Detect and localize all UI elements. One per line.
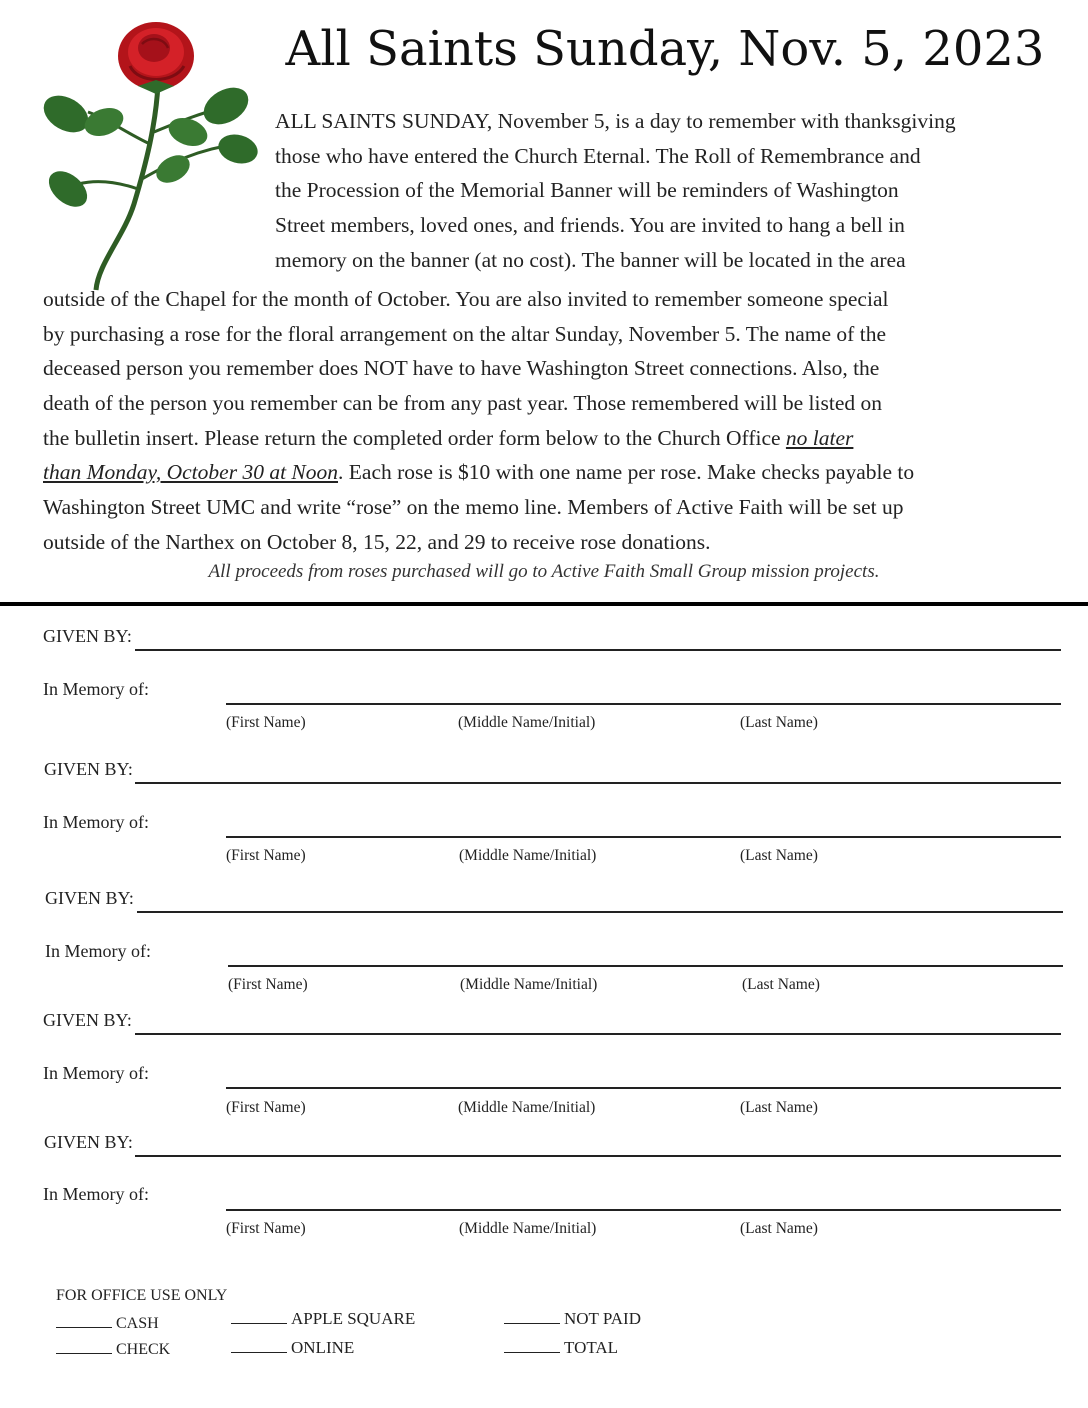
- last-name-caption: (Last Name): [740, 714, 818, 731]
- check-option[interactable]: [56, 1339, 170, 1359]
- last-name-caption: (Last Name): [740, 847, 818, 864]
- given-by-label: GIVEN BY:: [44, 1132, 133, 1152]
- rose-illustration: [38, 14, 260, 292]
- given-by-label: GIVEN BY:: [44, 759, 133, 779]
- office-use-heading: FOR OFFICE USE ONLY: [56, 1287, 228, 1304]
- total-label: TOTAL: [564, 1338, 619, 1357]
- middle-name-caption: (Middle Name/Initial): [460, 976, 598, 993]
- given-by-label: GIVEN BY:: [45, 888, 134, 908]
- middle-name-caption: (Middle Name/Initial): [458, 714, 596, 731]
- intro-line: [43, 458, 914, 486]
- total-blank[interactable]: [504, 1338, 560, 1353]
- cash-label: CASH: [116, 1315, 159, 1332]
- apple-square-label: APPLE SQUARE: [291, 1309, 416, 1328]
- intro-line: Washington Street UMC and write “rose” on the memo line. Members of Active Faith will be set up: [43, 495, 904, 519]
- online-blank[interactable]: [231, 1338, 287, 1353]
- in-memory-label: In Memory of:: [43, 1184, 149, 1204]
- check-blank[interactable]: [56, 1339, 112, 1354]
- given-by-field[interactable]: [135, 782, 1061, 784]
- middle-name-caption: (Middle Name/Initial): [458, 1099, 596, 1116]
- in-memory-field[interactable]: [226, 703, 1061, 705]
- in-memory-label: In Memory of:: [43, 1063, 149, 1083]
- intro-line: death of the person you remember can be from any past year. Those remembered will be listed on: [43, 391, 883, 415]
- given-by-field[interactable]: [135, 1155, 1061, 1157]
- in-memory-label: In Memory of:: [45, 941, 151, 961]
- proceeds-note: All proceeds from roses purchased will go to Active Faith Small Group mission projects.: [208, 561, 880, 582]
- intro-line: outside of the Narthex on October 8, 15, 22, and 29 to receive rose donations.: [43, 530, 711, 554]
- deadline-text: no later: [785, 426, 854, 450]
- first-name-caption: (First Name): [226, 1099, 306, 1116]
- online-label: ONLINE: [291, 1338, 355, 1357]
- in-memory-label: In Memory of:: [43, 812, 149, 832]
- online-option[interactable]: [231, 1338, 354, 1358]
- last-name-caption: (Last Name): [740, 1220, 818, 1237]
- intro-line: by purchasing a rose for the floral arrangement on the altar Sunday, November 5. The name of the: [43, 322, 886, 346]
- last-name-caption: (Last Name): [742, 976, 820, 993]
- middle-name-caption: (Middle Name/Initial): [459, 847, 597, 864]
- apple-square-blank[interactable]: [231, 1309, 287, 1324]
- intro-line: the Procession of the Memorial Banner will be reminders of Washington: [275, 178, 899, 202]
- in-memory-label: In Memory of:: [43, 679, 149, 699]
- deadline-text: than Monday, October 30 at Noon: [43, 460, 339, 484]
- given-by-label: GIVEN BY:: [43, 626, 132, 646]
- intro-text: . Each rose is $10 with one name per rose. Make checks payable to: [338, 460, 915, 484]
- given-by-field[interactable]: [137, 911, 1063, 913]
- intro-line: outside of the Chapel for the month of October. You are also invited to remember someone special: [43, 287, 889, 311]
- first-name-caption: (First Name): [226, 847, 306, 864]
- in-memory-field[interactable]: [228, 965, 1063, 967]
- given-by-label: GIVEN BY:: [43, 1010, 132, 1030]
- intro-line: those who have entered the Church Eternal. The Roll of Remembrance and: [275, 144, 921, 168]
- given-by-field[interactable]: [135, 1033, 1061, 1035]
- page-title: All Saints Sunday, Nov. 5, 2023: [285, 21, 1045, 77]
- not-paid-label: NOT PAID: [564, 1309, 641, 1328]
- in-memory-field[interactable]: [226, 1087, 1061, 1089]
- check-label: CHECK: [116, 1341, 171, 1358]
- middle-name-caption: (Middle Name/Initial): [459, 1220, 597, 1237]
- last-name-caption: (Last Name): [740, 1099, 818, 1116]
- given-by-field[interactable]: [135, 649, 1061, 651]
- first-name-caption: (First Name): [226, 1220, 306, 1237]
- not-paid-blank[interactable]: [504, 1309, 560, 1324]
- in-memory-field[interactable]: [226, 836, 1061, 838]
- in-memory-field[interactable]: [226, 1209, 1061, 1211]
- first-name-caption: (First Name): [226, 714, 306, 731]
- apple-square-option[interactable]: [231, 1309, 415, 1329]
- intro-text: the bulletin insert. Please return the completed order form below to the Church Office: [43, 426, 786, 450]
- not-paid-option[interactable]: [504, 1309, 641, 1329]
- total-field[interactable]: [504, 1338, 618, 1358]
- cash-option[interactable]: [56, 1313, 159, 1333]
- intro-line: memory on the banner (at no cost). The banner will be located in the area: [275, 248, 906, 272]
- first-name-caption: (First Name): [228, 976, 308, 993]
- intro-line: Street members, loved ones, and friends. You are invited to hang a bell in: [275, 213, 905, 237]
- section-divider: [0, 602, 1088, 606]
- cash-blank[interactable]: [56, 1313, 112, 1328]
- intro-line: ALL SAINTS SUNDAY, November 5, is a day to remember with thanksgiving: [275, 109, 956, 133]
- intro-line: deceased person you remember does NOT have to have Washington Street connections. Also, the: [43, 356, 880, 380]
- intro-line: [43, 424, 853, 452]
